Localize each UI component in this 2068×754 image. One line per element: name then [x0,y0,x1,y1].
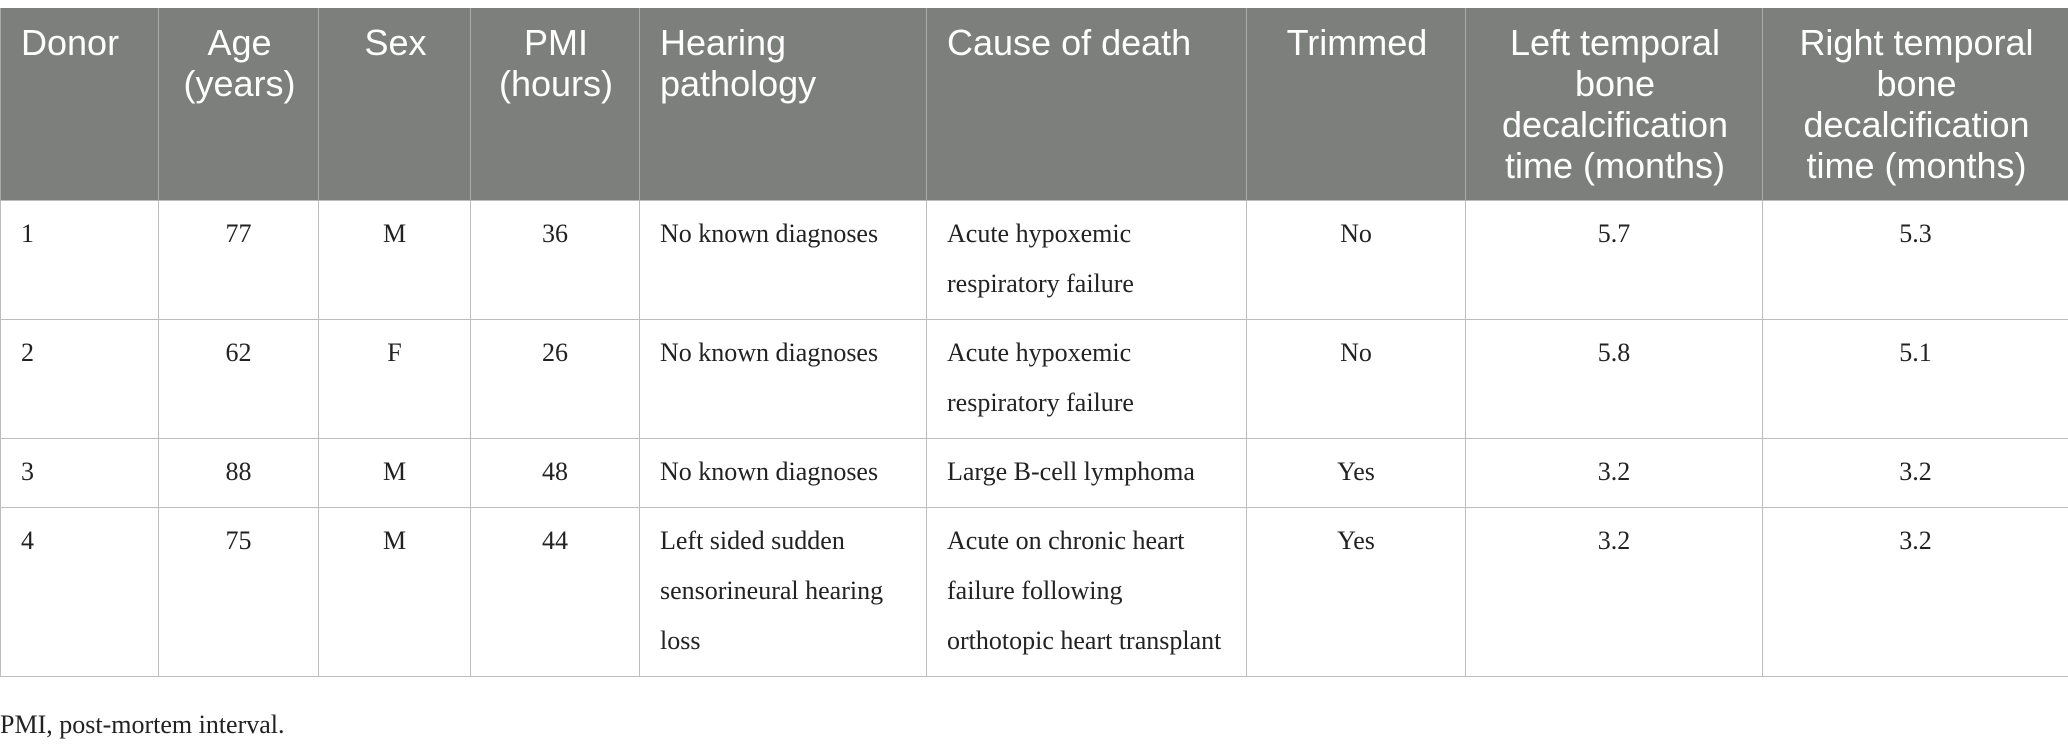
header-trimmed: Trimmed [1247,8,1466,201]
cell-trimmed: No [1247,201,1466,320]
header-pmi: PMI (hours) [471,8,640,201]
cell-left-decalcification: 5.7 [1466,201,1763,320]
cell-donor: 3 [1,439,159,508]
cell-age: 62 [159,320,319,439]
table-row [1,439,2068,508]
cell-pmi: 44 [471,508,640,677]
cell-age: 75 [159,508,319,677]
cell-trimmed: Yes [1247,439,1466,508]
cell-cause-of-death: Acute on chronic heart failure following orthotopic heart transplant [927,508,1247,677]
cell-left-decalcification: 3.2 [1466,439,1763,508]
cell-pmi: 48 [471,439,640,508]
header-hearing-pathology: Hearing pathology [640,8,927,201]
cell-right-decalcification: 3.2 [1763,439,2068,508]
cell-hearing-pathology: No known diagnoses [640,201,927,320]
header-donor: Donor [1,8,159,201]
header-right-decalcification: Right temporal bone decalcification time (months) [1763,8,2068,201]
header-age: Age (years) [159,8,319,201]
cell-donor: 1 [1,201,159,320]
cell-age: 88 [159,439,319,508]
cell-pmi: 36 [471,201,640,320]
table-row [1,508,2068,677]
cell-right-decalcification: 5.3 [1763,201,2068,320]
cell-right-decalcification: 3.2 [1763,508,2068,677]
cell-age: 77 [159,201,319,320]
cell-sex: M [319,439,471,508]
cell-donor: 4 [1,508,159,677]
cell-cause-of-death: Acute hypoxemic respiratory failure [927,320,1247,439]
cell-left-decalcification: 3.2 [1466,508,1763,677]
cell-sex: M [319,201,471,320]
cell-trimmed: Yes [1247,508,1466,677]
table-footnote: PMI, post-mortem interval. [0,710,285,739]
donor-table-container [0,8,2068,677]
table-row [1,201,2068,320]
cell-cause-of-death: Large B-cell lymphoma [927,439,1247,508]
cell-trimmed: No [1247,320,1466,439]
cell-sex: F [319,320,471,439]
cell-right-decalcification: 5.1 [1763,320,2068,439]
cell-hearing-pathology: No known diagnoses [640,439,927,508]
table-header [1,8,2068,201]
cell-pmi: 26 [471,320,640,439]
table-row [1,320,2068,439]
header-row [1,8,2068,201]
table-body [1,201,2068,677]
header-left-decalcification: Left temporal bone decalcification time (months) [1466,8,1763,201]
donor-table [0,8,2068,677]
header-cause-of-death: Cause of death [927,8,1247,201]
header-sex: Sex [319,8,471,201]
cell-donor: 2 [1,320,159,439]
cell-sex: M [319,508,471,677]
cell-hearing-pathology: Left sided sudden sensorineural hearing loss [640,508,927,677]
cell-cause-of-death: Acute hypoxemic respiratory failure [927,201,1247,320]
cell-hearing-pathology: No known diagnoses [640,320,927,439]
cell-left-decalcification: 5.8 [1466,320,1763,439]
